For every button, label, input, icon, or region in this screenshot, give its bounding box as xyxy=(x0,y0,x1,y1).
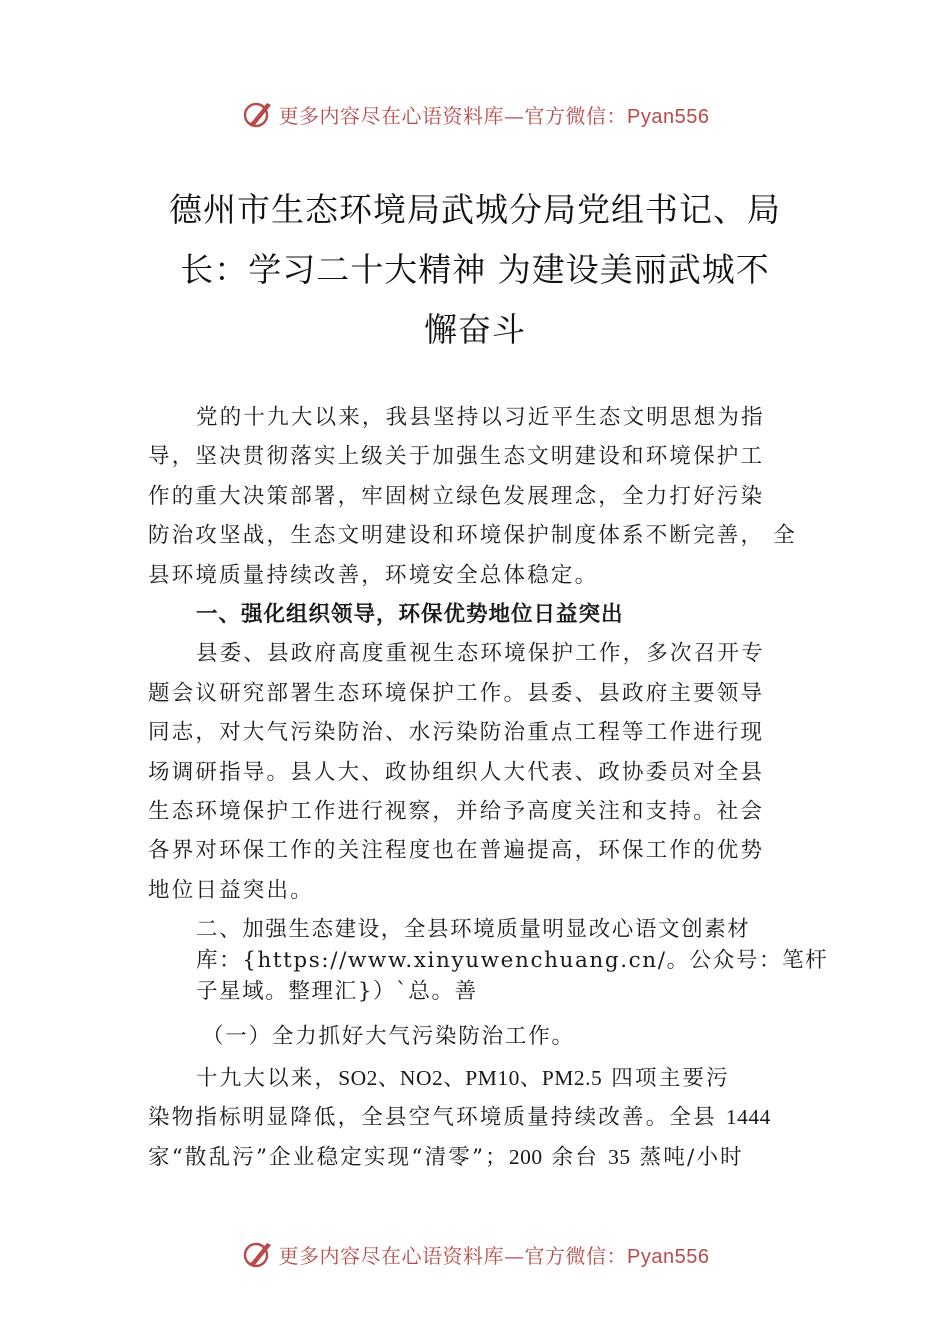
text-line: 生态环境保护工作进行视察，并给予高度关注和支持。社会 xyxy=(148,799,765,825)
title-line-2: 长：学习二十大精神 为建设美丽武城不 xyxy=(180,250,770,289)
quill-logo-icon xyxy=(241,97,275,131)
text-line: 防治攻坚战，生态文明建设和环境保护制度体系不断完善， 全 xyxy=(148,523,797,549)
paragraph-intro xyxy=(148,398,808,595)
header-watermark-banner xyxy=(0,94,950,134)
text-line: 二、加强生态建设，全县环境质量明显改心语文创素材 xyxy=(196,917,751,943)
text-line: 县委、县政府高度重视生态环境保护工作，多次召开专 xyxy=(196,641,765,667)
text-line: 县环境质量持续改善，环境安全总体稳定。 xyxy=(148,562,599,588)
document-body xyxy=(148,398,829,1177)
quill-logo-icon xyxy=(241,1237,275,1271)
text-line: 各界对环保工作的关注程度也在普遍提高，环保工作的优势 xyxy=(148,838,765,864)
paragraph-air-pollution xyxy=(148,1059,808,1177)
text-line: 同志，对大气污染防治、水污染防治重点工程等工作进行现 xyxy=(148,720,765,746)
text-line: 十九大以来，SO2、NO2、PM10、PM2.5 四项主要污 xyxy=(196,1065,730,1091)
text-line: 导，坚决贯彻落实上级关于加强生态文明建设和环境保护工 xyxy=(148,444,765,470)
banner-handle: Pyan556 xyxy=(627,105,710,128)
text-line: 党的十九大以来，我县坚持以习近平生态文明思想为指 xyxy=(196,405,765,430)
title-line-1: 德州市生态环境局武城分局党组书记、局 xyxy=(169,190,781,229)
section-heading-1: 一、强化组织领导，环保优势地位日益突出 xyxy=(196,602,624,628)
text-line: 子星域。整理汇}）`总。善 xyxy=(196,979,478,1005)
text-line: 场调研指导。县人大、政协组织人大代表、政协委员对全县 xyxy=(148,759,765,785)
title-line-3: 懈奋斗 xyxy=(424,310,526,349)
paragraph-section-2 xyxy=(148,914,829,1007)
banner-handle: Pyan556 xyxy=(627,1245,710,1268)
text-line: 库：{https://www.xinyuwenchuang.cn/。公众号：笔杆 xyxy=(196,948,829,974)
banner-text: 更多内容尽在心语资料库—官方微信：Pyan556 xyxy=(278,1243,710,1268)
text-line: 作的重大决策部署，牢固树立绿色发展理念，全力打好污染 xyxy=(148,483,765,509)
text-line: 染物指标明显降低，全县空气环境质量持续改善。全县 1444 xyxy=(148,1105,771,1131)
banner-text: 更多内容尽在心语资料库—官方微信：Pyan556 xyxy=(278,103,710,128)
section-heading-2: （一）全力抓好大气污染防治工作。 xyxy=(202,1024,575,1050)
document-title xyxy=(140,180,810,360)
text-line: 地位日益突出。 xyxy=(148,877,314,903)
footer-watermark-banner xyxy=(0,1234,950,1274)
text-line: 家“散乱污”企业稳定实现“清零”；200 余台 35 蒸吨/小时 xyxy=(148,1144,744,1170)
text-line: 题会议研究部署生态环境保护工作。县委、县政府主要领导 xyxy=(148,680,765,706)
paragraph-leadership xyxy=(148,634,808,910)
